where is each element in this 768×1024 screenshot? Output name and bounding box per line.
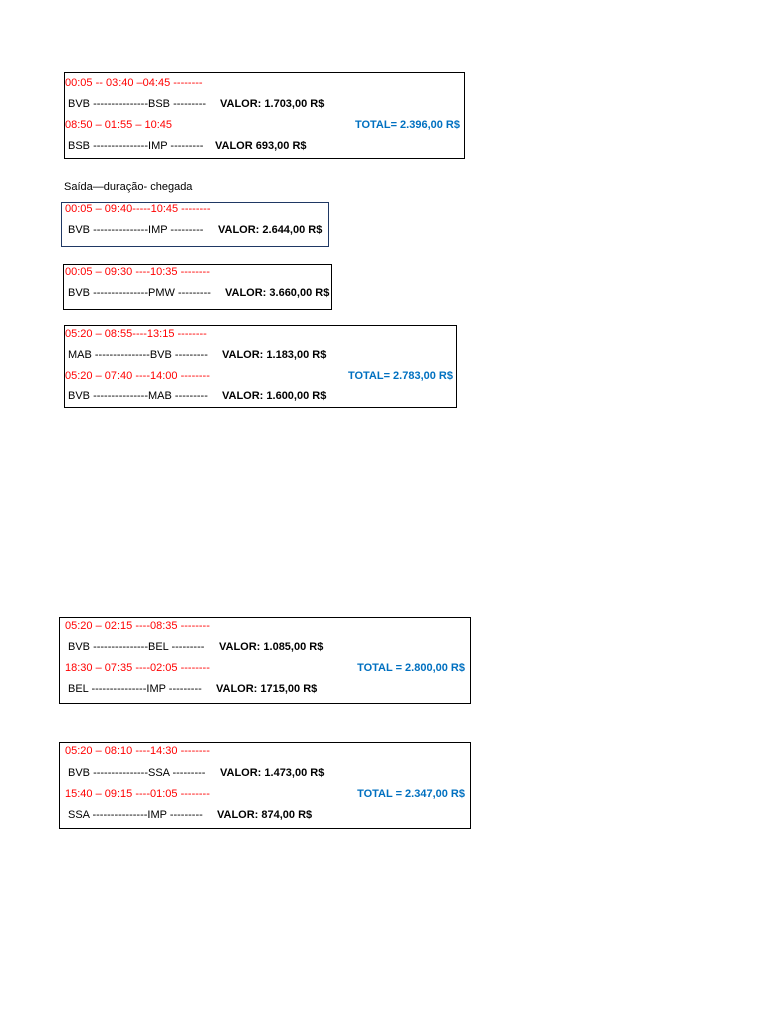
route-line: BVB ---------------SSA --------- bbox=[68, 767, 206, 779]
time-line: 00:05 -- 03:40 –04:45 -------- bbox=[65, 77, 203, 89]
route-line: BEL ---------------IMP --------- bbox=[68, 683, 202, 695]
total-label: TOTAL= 2.783,00 R$ bbox=[347, 370, 453, 382]
value-label: VALOR: 1.473,00 R$ bbox=[220, 767, 325, 779]
flight-box-2 bbox=[61, 202, 329, 247]
value-label: VALOR: 1715,00 R$ bbox=[216, 683, 318, 695]
value-label: VALOR: 3.660,00 R$ bbox=[225, 287, 330, 299]
time-line: 05:20 – 08:55----13:15 -------- bbox=[65, 328, 207, 340]
value-label: VALOR: 1.703,00 R$ bbox=[220, 98, 325, 110]
time-line: 18:30 – 07:35 ----02:05 -------- bbox=[65, 662, 210, 674]
value-label: VALOR: 1.600,00 R$ bbox=[222, 390, 327, 402]
route-line: BVB ---------------IMP --------- bbox=[68, 224, 204, 236]
total-label: TOTAL = 2.347,00 R$ bbox=[357, 788, 465, 800]
route-line: BVB ---------------BEL --------- bbox=[68, 641, 205, 653]
route-line: BVB ---------------PMW --------- bbox=[68, 287, 211, 299]
time-line: 00:05 – 09:40-----10:45 -------- bbox=[65, 203, 211, 215]
time-line: 05:20 – 08:10 ----14:30 -------- bbox=[65, 745, 210, 757]
route-line: BVB ---------------BSB --------- bbox=[68, 98, 207, 110]
total-label: TOTAL= 2.396,00 R$ bbox=[354, 119, 460, 131]
time-line: 08:50 – 01:55 – 10:45 bbox=[65, 119, 173, 131]
value-label: VALOR 693,00 R$ bbox=[215, 140, 307, 152]
value-label: VALOR: 2.644,00 R$ bbox=[218, 224, 323, 236]
time-line: 05:20 – 07:40 ----14:00 -------- bbox=[65, 370, 210, 382]
flight-box-1 bbox=[64, 72, 465, 159]
flight-box-4 bbox=[64, 325, 457, 408]
time-line: 05:20 – 02:15 ----08:35 -------- bbox=[65, 620, 210, 632]
value-label: VALOR: 874,00 R$ bbox=[217, 809, 313, 821]
flight-box-5 bbox=[59, 617, 471, 704]
value-label: VALOR: 1.183,00 R$ bbox=[222, 349, 327, 361]
caption: Saída—duração- chegada bbox=[64, 181, 193, 193]
route-line: BSB ---------------IMP --------- bbox=[68, 140, 204, 152]
flight-box-6 bbox=[59, 742, 471, 829]
time-line: 15:40 – 09:15 ----01:05 -------- bbox=[65, 788, 210, 800]
route-line: BVB ---------------MAB --------- bbox=[68, 390, 208, 402]
flight-box-3 bbox=[63, 264, 332, 310]
value-label: VALOR: 1.085,00 R$ bbox=[219, 641, 324, 653]
route-line: SSA ---------------IMP --------- bbox=[68, 809, 203, 821]
time-line: 00:05 – 09:30 ----10:35 -------- bbox=[65, 266, 210, 278]
total-label: TOTAL = 2.800,00 R$ bbox=[357, 662, 465, 674]
route-line: MAB ---------------BVB --------- bbox=[68, 349, 208, 361]
